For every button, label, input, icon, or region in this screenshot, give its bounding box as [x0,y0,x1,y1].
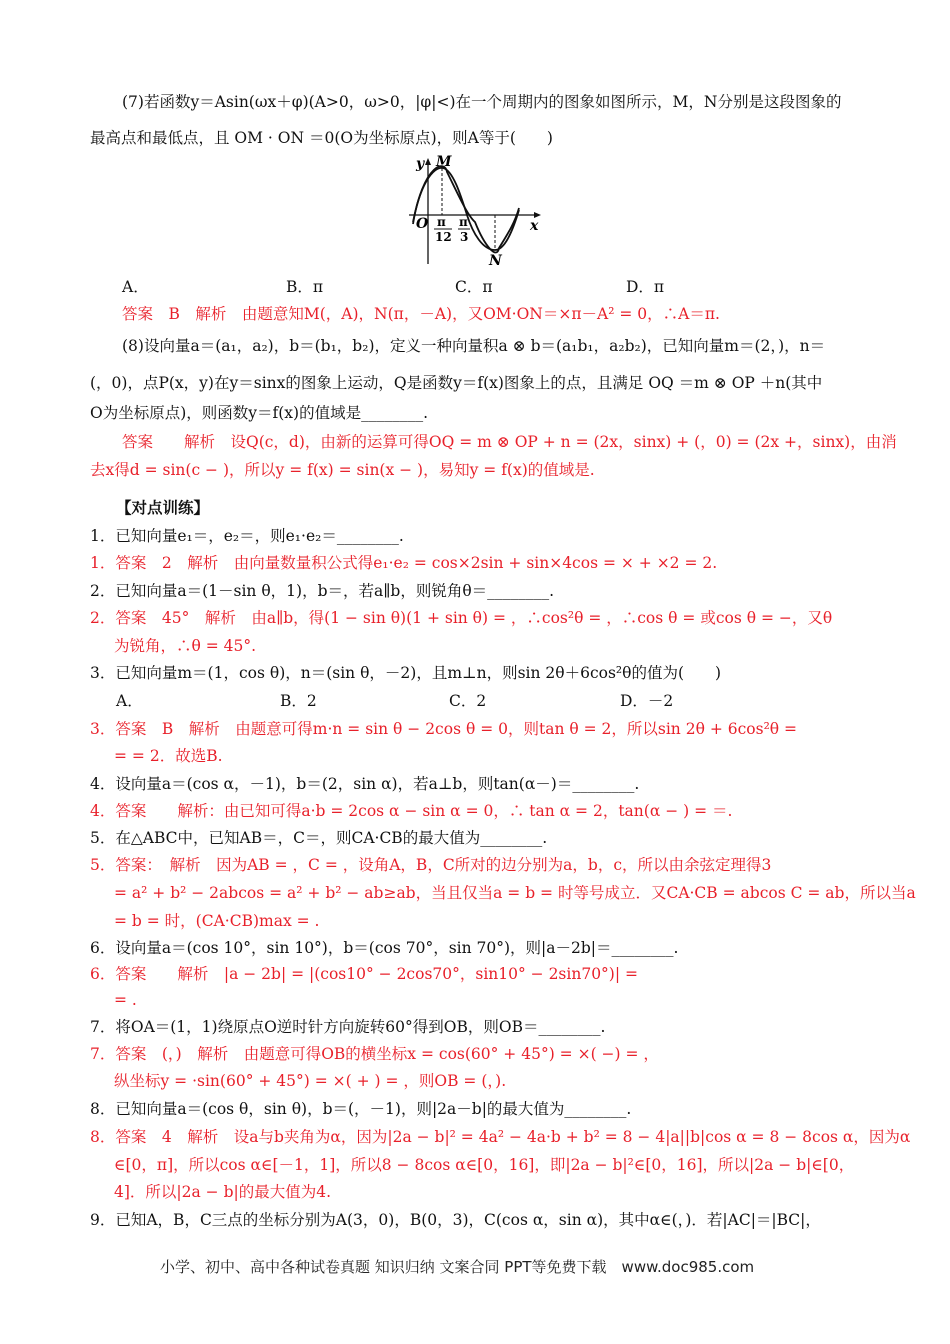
t7-answer-line-2: 纵坐标y = ·sin(60° + 45°) = ×( + ) = ，则OB = (，). [114,1072,507,1090]
origin-label: O [416,216,429,232]
q7-option-a: A． [122,278,149,296]
t8-question: 8．已知向量a＝(cos θ，sin θ)，b＝(，－1)，则|2a－b|的最大值为________. [90,1100,632,1118]
q7-option-d: D．π [626,278,665,296]
q8-line-3: O为坐标原点)，则函数y＝f(x)的值域是________. [90,404,429,422]
t6-answer-line-2: = . [114,991,137,1009]
t8-answer-line-3: 4]．所以|2a − b|的最大值为4. [114,1183,332,1201]
y-axis-arrow [425,158,431,165]
q8-answer-line-1: 答案 解析 设Q(c，d)，由新的运算可得OQ = m ⊗ OP + n = (2x，sinx) + (，0) = (2x +，sinx)，由消 [122,433,897,451]
t8-answer-line-2: ∈[0，π]，所以cos α∈[－1，1]，所以8 − 8cos α∈[0，16]，即|2a − b|²∈[0，16]，所以|2a − b|∈[0， [114,1156,855,1174]
t6-question: 6．设向量a＝(cos 10°，sin 10°)，b＝(cos 70°，sin 70°)，则|a－2b|＝________. [90,939,679,957]
q8-line-2: (，0)，点P(x，y)在y＝sinx的图象上运动，Q是函数y＝f(x)图象上的点，且满足 OQ ＝m ⊗ OP ＋n(其中 [90,374,823,392]
t5-answer-line-1: 5．答案： 解析 因为AB = ，C = ，设角A，B，C所对的边分别为a，b，c，所以由余弦定理得3 [90,856,772,874]
t1-answer: 1．答案 2 解析 由向量数量积公式得e₁·e₂ = cos×2sin + sin×4cos = × + ×2 = 2. [90,554,718,572]
t3-question: 3．已知向量m＝(1，cos θ)，n＝(sin θ，－2)，且m⊥n，则sin 2θ＋6cos²θ的值为( ) [90,664,722,682]
q7-answer: 答案 B 解析 由题意知M(，A)，N(π，－A)，又OM·ON＝×π－A² = 0，∴A＝π. [122,305,720,323]
q8-line-1: (8)设向量a＝(a₁，a₂)，b＝(b₁，b₂)，定义一种向量积a ⊗ b＝(a₁b₁，a₂b₂)，已知向量m＝(2，)，n＝ [122,337,826,355]
q7-line-1: (7)若函数y＝Asin(ωx＋φ)(A>0，ω>0，|φ|<)在一个周期内的图象如图所示，M，N分别是这段图象的 [122,93,842,111]
t3-option-c: C．2 [449,692,487,710]
t2-answer-line-2: 为锐角，∴θ = 45°. [114,637,257,655]
t3-answer-line-1: 3．答案 B 解析 由题意可得m·n = sin θ − 2cos θ = 0，则tan θ = 2，所以sin 2θ + 6cos²θ = [90,720,798,738]
t8-answer-line-1: 8．答案 4 解析 设a与b夹角为α，因为|2a − b|² = 4a² − 4a·b + b² = 8 − 4|a||b|cos α = 8 − 8cos α，因为α [90,1128,911,1146]
t5-question: 5．在△ABC中，已知AB＝，C＝，则CA·CB的最大值为________. [90,829,548,847]
t7-question: 7．将OA＝(1，1)绕原点O逆时针方向旋转60°得到OB，则OB＝________. [90,1018,606,1036]
t6-answer-line-1: 6．答案 解析 |a − 2b| = |(cos10° − 2cos70°，sin10° − 2sin70°)| = [90,965,638,983]
tick2-numerator: π [459,215,468,229]
q7-option-b: B．π [286,278,324,296]
tick1-numerator: π [437,215,446,229]
t2-question: 2．已知向量a＝(1－sin θ，1)，b＝，若a∥b，则锐角θ＝________. [90,582,555,600]
q8-answer-line-2: 去x得d = sin(c − )，所以y = f(x) = sin(x − )，易知y = f(x)的值域是. [90,461,595,479]
t1-question: 1．已知向量e₁＝，e₂＝，则e₁·e₂＝________. [90,527,404,545]
min-point-label: N [489,253,502,269]
t5-answer-line-2: = a² + b² − 2abcos = a² + b² − ab≥ab，当且仅当a = b = 时等号成立．又CA·CB = abcos C = ab，所以当a [114,884,916,902]
t4-answer: 4．答案 解析：由已知可得a·b = 2cos α − sin α = 0，∴ tan α = 2，tan(α − ) = ＝. [90,802,733,820]
tick1-denominator: 12 [435,230,452,244]
y-axis-label: y [416,156,425,172]
t2-answer-line-1: 2．答案 45° 解析 由a∥b，得(1 − sin θ)(1 + sin θ) = ，∴cos²θ = ，∴cos θ = 或cos θ = −，又θ [90,609,833,627]
q7-option-c: C．π [455,278,493,296]
t3-option-d: D．－2 [620,692,674,710]
t3-option-a: A． [116,692,143,710]
x-axis-label: x [530,218,539,234]
t3-answer-line-2: = = 2．故选B. [114,747,223,765]
section-title: 【对点训练】 [116,498,210,517]
t4-question: 4．设向量a＝(cos α，－1)，b＝(2，sin α)，若a⊥b，则tan(α－)＝________. [90,775,640,793]
t3-option-b: B．2 [280,692,317,710]
page-footer: 小学、初中、高中各种试卷真题 知识归纳 文案合同 PPT等免费下载 www.doc985.com [160,1258,755,1276]
t5-answer-line-3: = b = 时，(CA·CB)max = . [114,912,320,930]
q7-line-2: 最高点和最低点，且 OM · ON ＝0(O为坐标原点)，则A等于( ) [90,129,553,147]
max-point-label: M [436,154,452,170]
sine-graph [405,152,550,270]
t7-answer-line-1: 7．答案 (，) 解析 由题意可得OB的横坐标x = cos(60° + 45°) = ×( −) = ， [90,1045,659,1063]
tick2-denominator: 3 [460,230,469,244]
t9-question: 9．已知A，B，C三点的坐标分别为A(3，0)，B(0，3)，C(cos α，sin α)，其中α∈(，)．若|AC|＝|BC|， [90,1211,821,1229]
